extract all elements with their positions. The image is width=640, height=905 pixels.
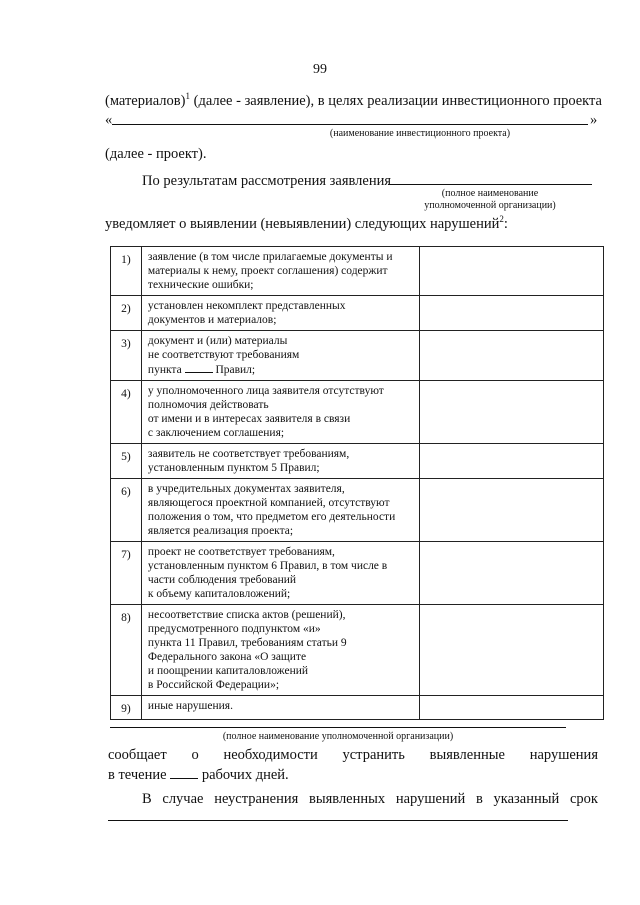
quote-close: » bbox=[590, 112, 598, 128]
row-text bbox=[141, 542, 419, 605]
row-text-line: в Российской Федерации»; bbox=[147, 679, 280, 691]
row-text bbox=[141, 296, 419, 331]
row-number: 2) bbox=[111, 296, 142, 331]
row-text-line: иные нарушения. bbox=[147, 700, 233, 712]
row-text-line: технические ошибки; bbox=[147, 279, 254, 291]
review-prefix: По результатам рассмотрения заявления bbox=[142, 173, 392, 189]
row-text bbox=[141, 479, 419, 542]
row-number: 8) bbox=[111, 605, 142, 696]
word: выявленные bbox=[429, 747, 505, 763]
row-number: 3) bbox=[111, 331, 142, 381]
table-row bbox=[111, 247, 604, 296]
row-text bbox=[141, 331, 419, 381]
table-row bbox=[111, 296, 604, 331]
row-text-line: заявитель не соответствует требованиям, bbox=[147, 448, 350, 460]
word: о bbox=[191, 747, 199, 763]
table-row bbox=[111, 696, 604, 720]
org-caption-1: (полное наименование bbox=[441, 188, 539, 199]
days-line: в течение рабочих дней. bbox=[108, 767, 289, 783]
row-text-line: документ и (или) материалы bbox=[147, 335, 288, 347]
row-result-cell[interactable] bbox=[419, 605, 603, 696]
row-text-line: проект не соответствует требованиям, bbox=[147, 546, 335, 558]
row-number: 6) bbox=[111, 479, 142, 542]
word: нарушений bbox=[395, 791, 466, 807]
row-text-line: Федерального закона «О защите bbox=[147, 651, 307, 663]
row-result-cell[interactable] bbox=[419, 696, 603, 720]
footer-sentence-1 bbox=[108, 746, 598, 764]
intro-line-3: (далее - проект). bbox=[105, 146, 207, 162]
word: неустранения bbox=[214, 791, 299, 807]
row-text-line: и поощрении капиталовложений bbox=[147, 665, 309, 677]
word: устранить bbox=[342, 747, 405, 763]
row-text-line: пункта 11 Правил, требованиям статьи 9 bbox=[147, 637, 347, 649]
row-number: 1) bbox=[111, 247, 142, 296]
word: сообщает bbox=[108, 747, 167, 763]
row-text-line: предусмотренного подпунктом «и» bbox=[147, 623, 321, 635]
row-text bbox=[141, 381, 419, 444]
row-result-cell[interactable] bbox=[419, 247, 603, 296]
word: срок bbox=[569, 791, 598, 807]
word: случае bbox=[162, 791, 204, 807]
project-caption: (наименование инвестиционного проекта) bbox=[329, 128, 511, 139]
table-row bbox=[111, 444, 604, 479]
row-text-line: полномочия действовать bbox=[147, 399, 269, 411]
project-name-blank[interactable] bbox=[112, 124, 588, 125]
page-number: 99 bbox=[313, 62, 327, 77]
row-text-line: несоответствие списка актов (решений), bbox=[147, 609, 346, 621]
org-caption-footer: (полное наименование уполномоченной организации) bbox=[222, 731, 454, 742]
footer-blank-line[interactable] bbox=[108, 820, 568, 821]
row-text bbox=[141, 605, 419, 696]
word: нарушения bbox=[529, 747, 598, 763]
row-text-line: материалы к нему, проект соглашения) содержит bbox=[147, 265, 388, 277]
org-name-blank[interactable] bbox=[388, 184, 592, 185]
row-text-line: установленным пунктом 6 Правил, в том числе в bbox=[147, 560, 388, 572]
violations-table bbox=[110, 246, 604, 720]
row-text-line: с заключением соглашения; bbox=[147, 427, 285, 439]
days-blank[interactable] bbox=[170, 768, 198, 779]
row-text-line: установлен некомплект представленных bbox=[147, 300, 346, 312]
row-text-line: части соблюдения требований bbox=[147, 574, 297, 586]
intro-line-1: (материалов)$^1$ (далее - заявление), в целях реализации инвестиционного проекта bbox=[105, 91, 602, 109]
row-text-line: к объему капиталовложений; bbox=[147, 588, 291, 600]
row-result-cell[interactable] bbox=[419, 381, 603, 444]
org-name-blank-footer[interactable] bbox=[110, 727, 566, 728]
row-text-line: заявление (в том числе прилагаемые документы и bbox=[147, 251, 393, 263]
row-text-line: не соответствуют требованиям bbox=[147, 349, 300, 361]
row-result-cell[interactable] bbox=[419, 444, 603, 479]
row-text-line: положения о том, что предметом его деятельности bbox=[147, 511, 396, 523]
row-text bbox=[141, 247, 419, 296]
table-row bbox=[111, 381, 604, 444]
row-number: 5) bbox=[111, 444, 142, 479]
row-text bbox=[141, 444, 419, 479]
row-result-cell[interactable] bbox=[419, 331, 603, 381]
table-row bbox=[111, 479, 604, 542]
row-text-line: установленным пунктом 5 Правил; bbox=[147, 462, 320, 474]
notify-line: уведомляет о выявлении (невыявлении) следующих нарушений$^2$: bbox=[105, 214, 508, 232]
row-text-line: от имени и в интересах заявителя в связи bbox=[147, 413, 351, 425]
row-text-line: в учредительных документах заявителя, bbox=[147, 483, 345, 495]
row-text-line: пункта Правил; bbox=[147, 364, 256, 376]
row-number: 4) bbox=[111, 381, 142, 444]
row-result-cell[interactable] bbox=[419, 296, 603, 331]
word: выявленных bbox=[309, 791, 386, 807]
row-text-line: документов и материалов; bbox=[147, 314, 277, 326]
project-name-line: « bbox=[105, 112, 113, 128]
row-result-cell[interactable] bbox=[419, 479, 603, 542]
word: необходимости bbox=[223, 747, 318, 763]
point-number-blank[interactable] bbox=[185, 362, 213, 373]
row-result-cell[interactable] bbox=[419, 542, 603, 605]
footer-sentence-2 bbox=[142, 790, 598, 808]
row-number: 9) bbox=[111, 696, 142, 720]
word: в bbox=[475, 791, 483, 807]
table-row bbox=[111, 605, 604, 696]
word: указанный bbox=[493, 791, 560, 807]
row-text bbox=[141, 696, 419, 720]
row-number: 7) bbox=[111, 542, 142, 605]
word: В bbox=[142, 791, 152, 807]
table-row bbox=[111, 331, 604, 381]
org-caption-2: уполномоченной организации) bbox=[424, 200, 556, 211]
table-row bbox=[111, 542, 604, 605]
row-text-line: у уполномоченного лица заявителя отсутствуют bbox=[147, 385, 384, 397]
row-text-line: являющегося проектной компанией, отсутствуют bbox=[147, 497, 390, 509]
row-text-line: является реализация проекта; bbox=[147, 525, 294, 537]
